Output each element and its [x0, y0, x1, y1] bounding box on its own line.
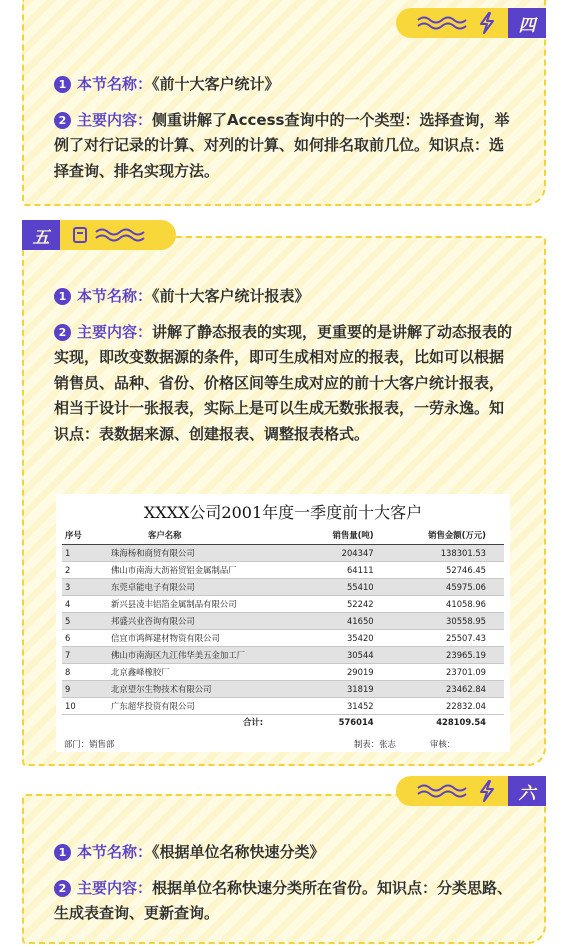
table-cell: 7 — [62, 646, 108, 663]
content-text: 侧重讲解了Access查询中的一个类型：选择查询，举例了对行记录的计算、对列的计算、如何排名取前几位。知识点：选择查询、排名实现方法。 — [54, 110, 510, 180]
section-description — [54, 320, 514, 448]
table-cell: 204347 — [303, 544, 392, 561]
table-row — [62, 612, 504, 629]
table-cell: 30544 — [303, 646, 392, 663]
table-cell: 31819 — [303, 680, 392, 697]
table-cell: 8 — [62, 663, 108, 680]
title-label: 本节名称： — [77, 75, 153, 93]
report-table — [62, 526, 504, 730]
total-cell: 576014 — [338, 717, 374, 728]
footer-audit: 审核： — [430, 739, 456, 749]
section-tab-6 — [396, 776, 546, 806]
total-row — [62, 714, 504, 730]
table-cell: 9 — [62, 680, 108, 697]
total-cell: 428109.54 — [436, 717, 486, 728]
table-cell: 3 — [62, 578, 108, 595]
section-title: 《前十大客户统计报表》 — [152, 287, 310, 305]
table-cell: 52242 — [303, 595, 392, 612]
section-title: 《前十大客户统计》 — [152, 75, 280, 93]
table-cell: 4 — [62, 595, 108, 612]
lightning-icon — [478, 780, 496, 802]
table-cell: 2 — [62, 561, 108, 578]
tab-decoration — [60, 220, 176, 250]
table-cell: 138301.53 — [392, 544, 504, 561]
table-cell: 23965.19 — [392, 646, 504, 663]
section-number: 六 — [508, 776, 546, 806]
table-cell: 广东超华投资有限公司 — [108, 697, 303, 714]
section-title-line — [54, 284, 514, 310]
report-body — [62, 544, 504, 730]
table-cell: 35420 — [303, 629, 392, 646]
table-cell: 31452 — [303, 697, 392, 714]
wave-icon — [416, 15, 472, 31]
table-row — [62, 544, 504, 561]
book-icon — [72, 226, 88, 244]
col-header: 销售量(吨) — [303, 526, 392, 544]
table-cell: 55410 — [303, 578, 392, 595]
title-label: 本节名称： — [77, 843, 153, 861]
table-cell: 北京望尔生物技术有限公司 — [108, 680, 303, 697]
tab-decoration — [396, 8, 508, 38]
tab-decoration — [396, 776, 508, 806]
table-cell: 23462.84 — [392, 680, 504, 697]
table-row — [62, 680, 504, 697]
table-cell: 佛山市南海大沥裕贸铝金属制品厂 — [108, 561, 303, 578]
section-5-content — [54, 284, 514, 447]
table-cell: 30558.95 — [392, 612, 504, 629]
section-number: 五 — [22, 220, 60, 250]
table-cell: 23701.09 — [392, 663, 504, 680]
table-row — [62, 663, 504, 680]
table-cell: 41058.96 — [392, 595, 504, 612]
table-cell: 45975.06 — [392, 578, 504, 595]
table-cell: 邦盛兴业咨询有限公司 — [108, 612, 303, 629]
content-label: 主要内容： — [77, 878, 153, 897]
badge-2: 2 — [54, 880, 71, 897]
total-cell — [62, 714, 108, 730]
footer-dept: 部门：销售部 — [64, 739, 115, 749]
table-cell: 64111 — [303, 561, 392, 578]
table-cell: 52746.45 — [392, 561, 504, 578]
col-header: 序号 — [62, 526, 108, 544]
badge-2: 2 — [54, 112, 71, 129]
section-description — [54, 108, 514, 185]
badge-2: 2 — [54, 324, 71, 341]
report-screenshot — [56, 494, 510, 752]
badge-1: 1 — [54, 76, 71, 93]
table-row — [62, 629, 504, 646]
table-cell: 东莞卓能电子有限公司 — [108, 578, 303, 595]
table-cell: 25507.43 — [392, 629, 504, 646]
table-cell: 29019 — [303, 663, 392, 680]
table-row — [62, 578, 504, 595]
table-cell: 新兴县凌丰铝箔金属制品有限公司 — [108, 595, 303, 612]
table-cell: 22832.04 — [392, 697, 504, 714]
table-cell: 6 — [62, 629, 108, 646]
title-label: 本节名称： — [77, 287, 153, 305]
section-number: 四 — [508, 8, 546, 38]
table-cell: 41650 — [303, 612, 392, 629]
section-title: 《根据单位名称快速分类》 — [152, 843, 325, 861]
section-description — [54, 876, 514, 927]
report-header-row — [62, 526, 504, 544]
content-label: 主要内容： — [77, 322, 153, 341]
lightning-icon — [478, 12, 496, 34]
total-cell: 合计: — [242, 717, 264, 728]
report-title: XXXX公司2001年度一季度前十大客户 — [143, 503, 423, 522]
table-cell: 珠海杨和商贸有限公司 — [108, 544, 303, 561]
col-header: 客户名称 — [108, 526, 303, 544]
col-header: 销售金额(万元) — [392, 526, 504, 544]
content-label: 主要内容： — [77, 110, 153, 129]
table-cell: 北京鑫峰橡胶厂 — [108, 663, 303, 680]
section-4-content — [54, 72, 514, 184]
table-cell: 10 — [62, 697, 108, 714]
table-row — [62, 697, 504, 714]
section-title-line — [54, 840, 514, 866]
table-row — [62, 646, 504, 663]
table-cell: 佛山市南海区九江伟华美五金加工厂 — [108, 646, 303, 663]
content-text: 讲解了静态报表的实现，更重要的是讲解了动态报表的实现，即改变数据源的条件，即可生成相对应的报表，比如可以根据销售员、品种、省份、价格区间等生成对应的前十大客户统计报表，相当于设计一张报表，实际上是可以生成无数张报表，一劳永逸。知识点：表数据来源、创建报表、调整报表格式。 — [54, 322, 513, 443]
section-tab-4 — [396, 8, 546, 38]
wave-icon — [94, 227, 150, 243]
wave-icon — [416, 783, 472, 799]
table-cell: 1 — [62, 544, 108, 561]
table-row — [62, 561, 504, 578]
badge-1: 1 — [54, 288, 71, 305]
table-cell: 5 — [62, 612, 108, 629]
table-cell: 信宜市鸿辉建材物资有限公司 — [108, 629, 303, 646]
content-text: 根据单位名称快速分类所在省份。知识点：分类思路、生成表查询、更新查询。 — [54, 878, 513, 922]
footer-maker: 制表：张志 — [354, 739, 396, 749]
badge-1: 1 — [54, 844, 71, 861]
section-title-line — [54, 72, 514, 98]
table-row — [62, 595, 504, 612]
section-tab-5 — [22, 220, 176, 250]
section-6-content — [54, 840, 514, 927]
